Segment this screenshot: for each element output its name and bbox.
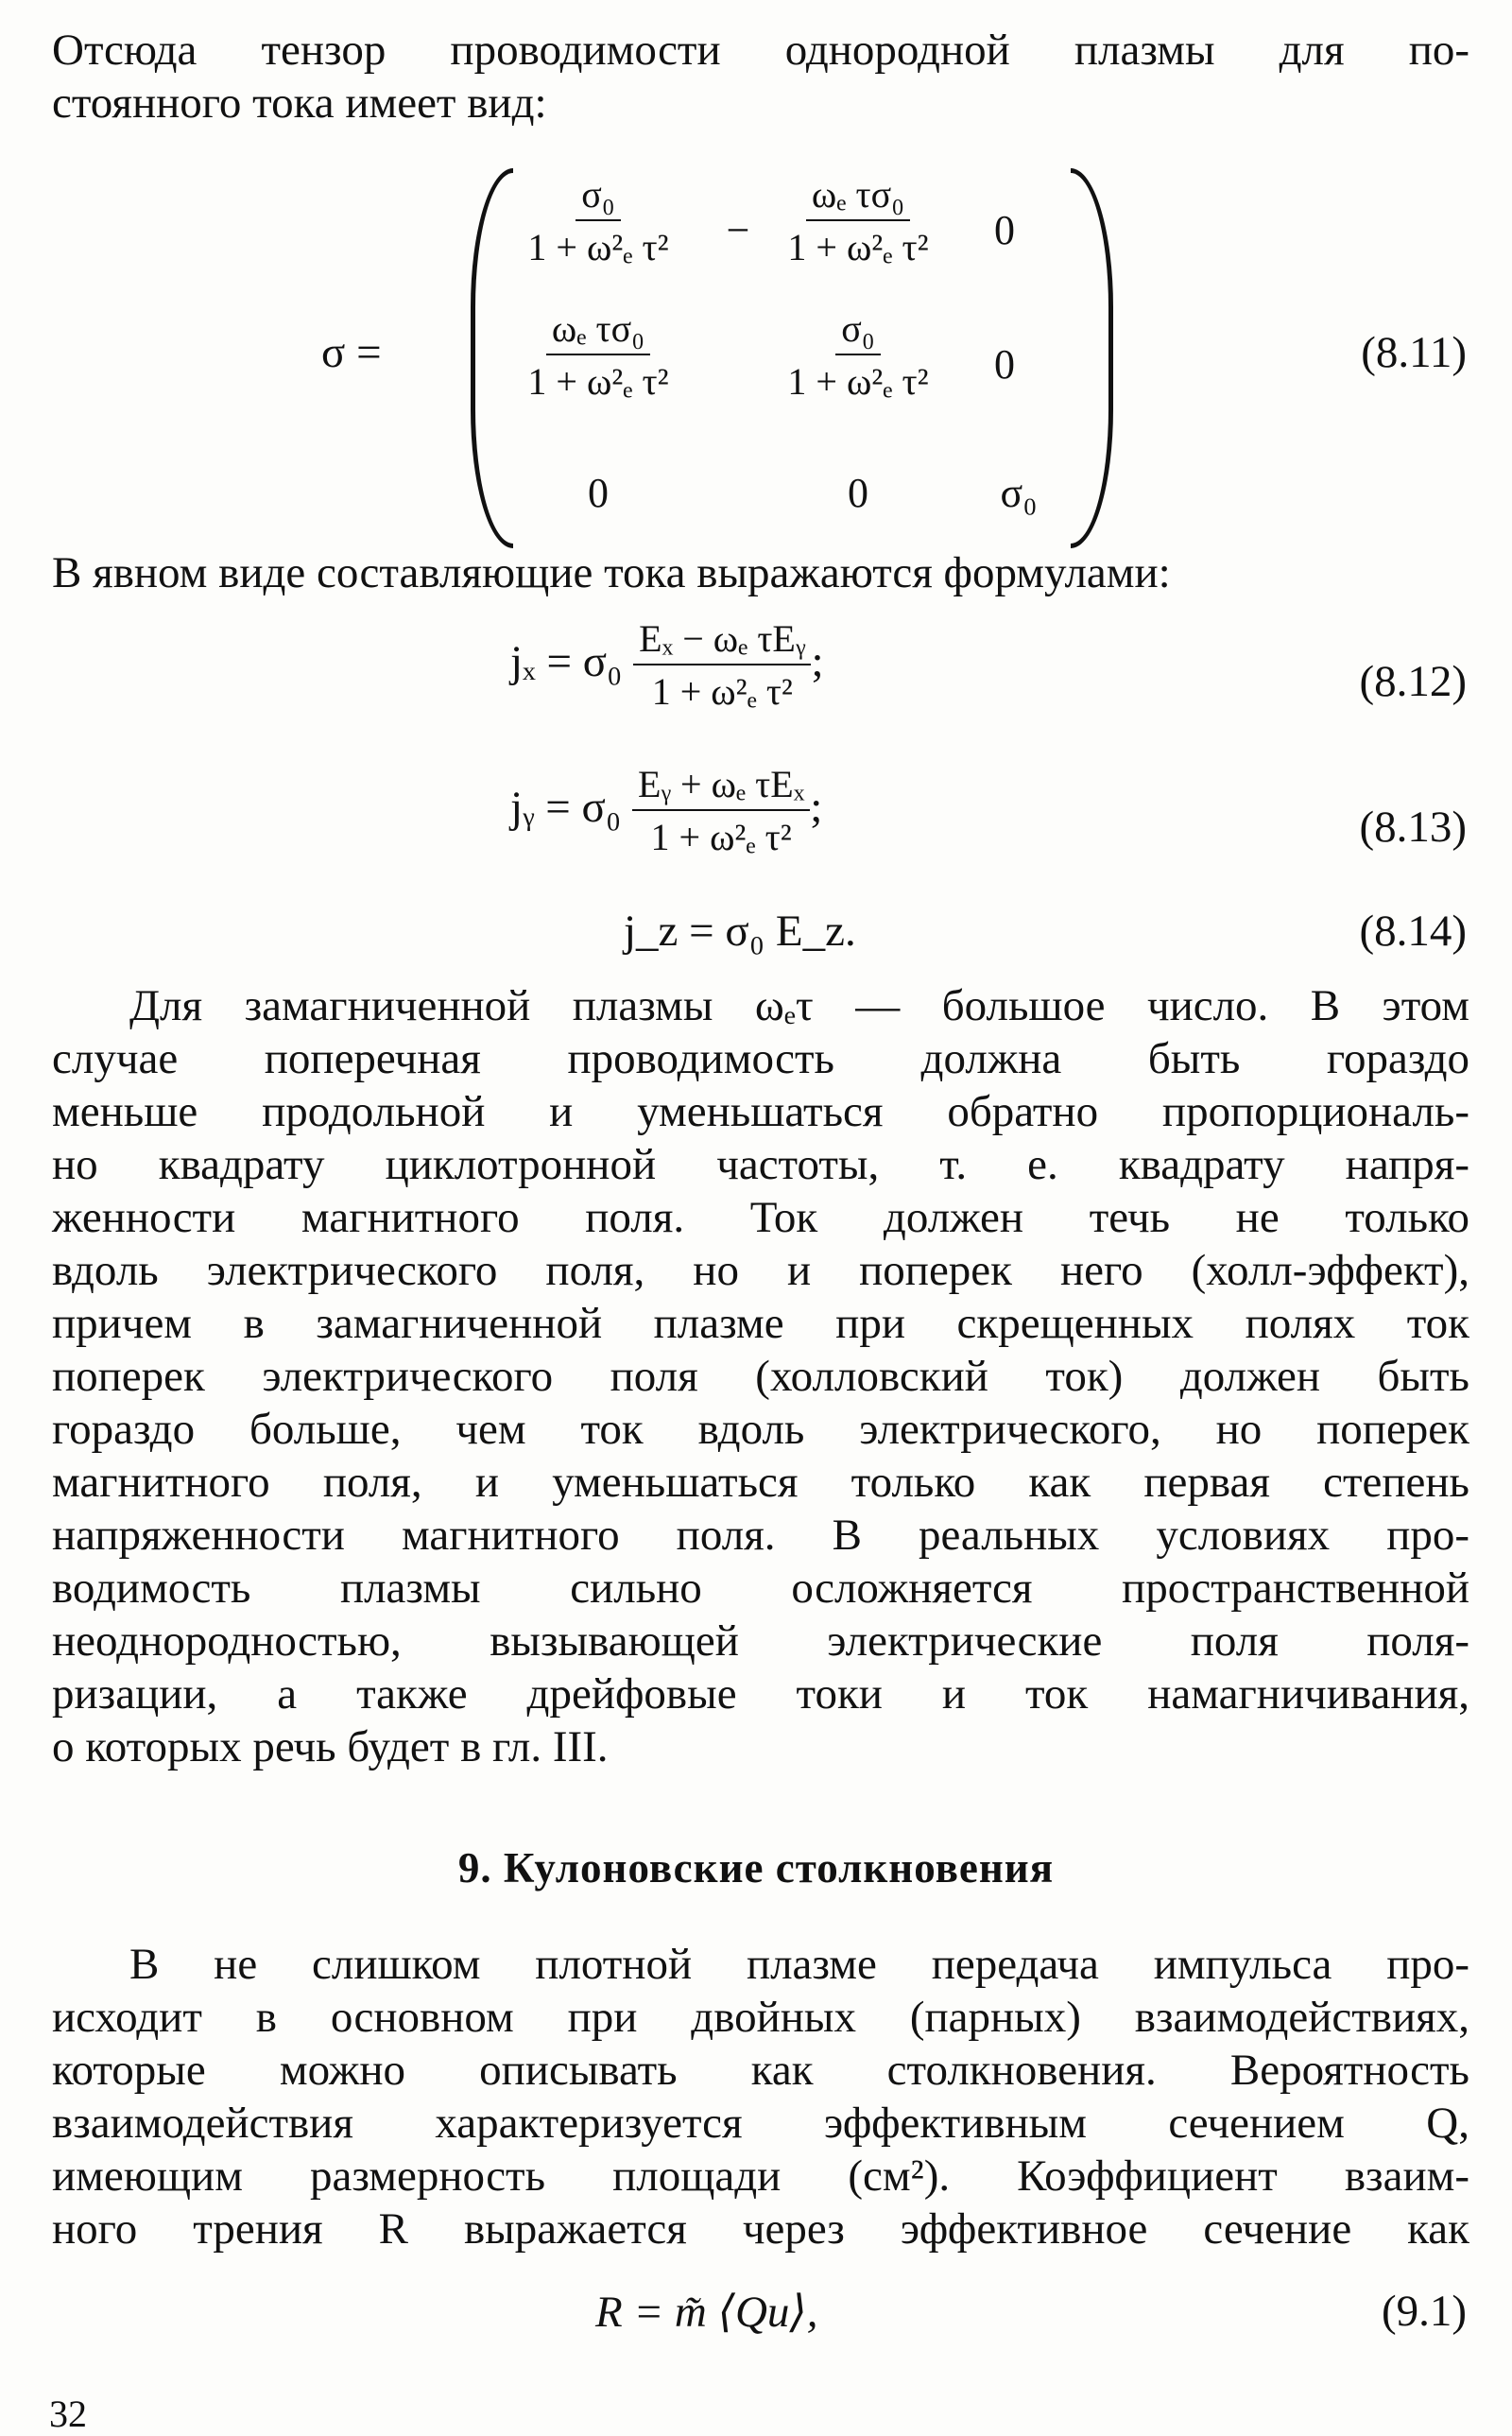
para2-line: взаимодействия характеризуется эффективным сечением Q, [52, 2099, 1469, 2148]
equation-number-9-1: (9.1) [1381, 2287, 1467, 2336]
para1-line: напряженности магнитного поля. В реальных условиях про- [52, 1511, 1469, 1560]
para1-line: но квадрату циклотронной частоты, т. е. квадрату напря- [52, 1140, 1469, 1189]
page-number: 32 [49, 2393, 87, 2435]
equation-8-14: j_z = σ₀ E_z. [624, 907, 856, 956]
para2-line: исходит в основном при двойных (парных) взаимодействиях, [52, 1993, 1469, 2042]
para1-line: гораздо больше, чем ток вдоль электрического, но поперек [52, 1405, 1469, 1454]
equation-8-12: jₓ = σ₀ $\frac{\text{Eₓ − ωₑ τEᵧ}}{\text{1 + ω²ₑ τ²}}$ ; [510, 617, 824, 713]
para2-line: которые можно описывать как столкновения. Вероятность [52, 2046, 1469, 2095]
matrix-cell-r2c3: 0 [994, 341, 1015, 388]
para1-line: женности магнитного поля. Ток должен течь не только [52, 1193, 1469, 1242]
para1-line: причем в замагниченной плазме при скрещенных полях ток [52, 1299, 1469, 1348]
para1-line: неоднородностью, вызывающей электрические поля поля- [52, 1616, 1469, 1666]
equation-number-8-12: (8.12) [1359, 657, 1467, 706]
eq-8-13-lhs: jᵧ = σ₀ [510, 782, 622, 832]
para1-line: меньше продольной и уменьшаться обратно пропорциональ- [52, 1087, 1469, 1136]
equation-number-8-13: (8.13) [1359, 803, 1467, 852]
conductivity-matrix [471, 168, 1113, 539]
para1-line: магнитного поля, и уменьшаться только как первая степень [52, 1458, 1469, 1507]
right-paren-icon [1071, 168, 1113, 548]
matrix-cell-r2c1: $\frac{\text{ωₑ τσ₀}}{\text{1 + ω²ₑ τ²}}$ [527, 307, 669, 403]
matrix-cell-r1c2: $\frac{\text{ωₑ τσ₀}}{\text{1 + ω²ₑ τ²}}$ [787, 173, 929, 268]
equation-9-1: R = m̃ ⟨Qu⟩, [595, 2288, 818, 2337]
para2-line: имеющим размерность площади (см²). Коэффициент взаим- [52, 2151, 1469, 2201]
explicit-formulas-line: В явном виде составляющие тока выражаются формулами: [52, 548, 1171, 597]
para1-line: Для замагниченной плазмы ωₑτ — большое число. В этом [129, 981, 1469, 1030]
para1-line: вдоль электрического поля, но и поперек него (холл-эффект), [52, 1246, 1469, 1295]
equation-number-8-11: (8.11) [1361, 328, 1467, 377]
matrix-cell-r1c3: 0 [994, 207, 1015, 253]
para1-line: водимость плазмы сильно осложняется пространственной [52, 1564, 1469, 1613]
para2-line: ного трения R выражается через эффективное сечение как [52, 2204, 1469, 2254]
para1-line: о которых речь будет в гл. III. [52, 1722, 609, 1771]
para1-line: случае поперечная проводимость должна быть гораздо [52, 1034, 1469, 1083]
para2-line: В не слишком плотной плазме передача импульса про- [129, 1940, 1469, 1989]
equation-number-8-14: (8.14) [1359, 907, 1467, 956]
eq-8-12-lhs: jₓ = σ₀ [510, 636, 623, 686]
para1-line: поперек электрического поля (холловский ток) должен быть [52, 1352, 1469, 1401]
matrix-minus-sign: − [726, 207, 750, 253]
matrix-cell-r2c2: $\frac{\text{σ₀}}{\text{1 + ω²ₑ τ²}}$ [787, 307, 929, 403]
matrix-lhs: σ = [321, 328, 382, 377]
intro-line-2: стоянного тока имеет вид: [52, 78, 547, 128]
para1-line: ризации, а также дрейфовые токи и ток намагничивания, [52, 1669, 1469, 1719]
matrix-cell-r3c1: 0 [588, 470, 609, 516]
matrix-cell-r3c2: 0 [848, 470, 868, 516]
eq-8-13-fraction: $\frac{\text{Eᵧ + ωₑ τEₓ}}{\text{1 + ω²ₑ τ²}}$ [632, 764, 810, 858]
eq-8-12-fraction: $\frac{\text{Eₓ − ωₑ τEᵧ}}{\text{1 + ω²ₑ τ²}}$ [633, 618, 811, 713]
matrix-cell-r1c1: $\frac{\text{σ₀}}{\text{1 + ω²ₑ τ²}}$ [527, 173, 669, 268]
intro-line-1: Отсюда тензор проводимости однородной плазмы для по- [52, 26, 1469, 75]
matrix-cell-r3c3: σ₀ [1000, 470, 1038, 516]
section-heading: 9. Кулоновские столкновения [457, 1844, 1055, 1892]
equation-8-13: jᵧ = σ₀ $\frac{\text{Eᵧ + ωₑ τEₓ}}{\text{1 + ω²ₑ τ²}}$ ; [510, 763, 823, 858]
